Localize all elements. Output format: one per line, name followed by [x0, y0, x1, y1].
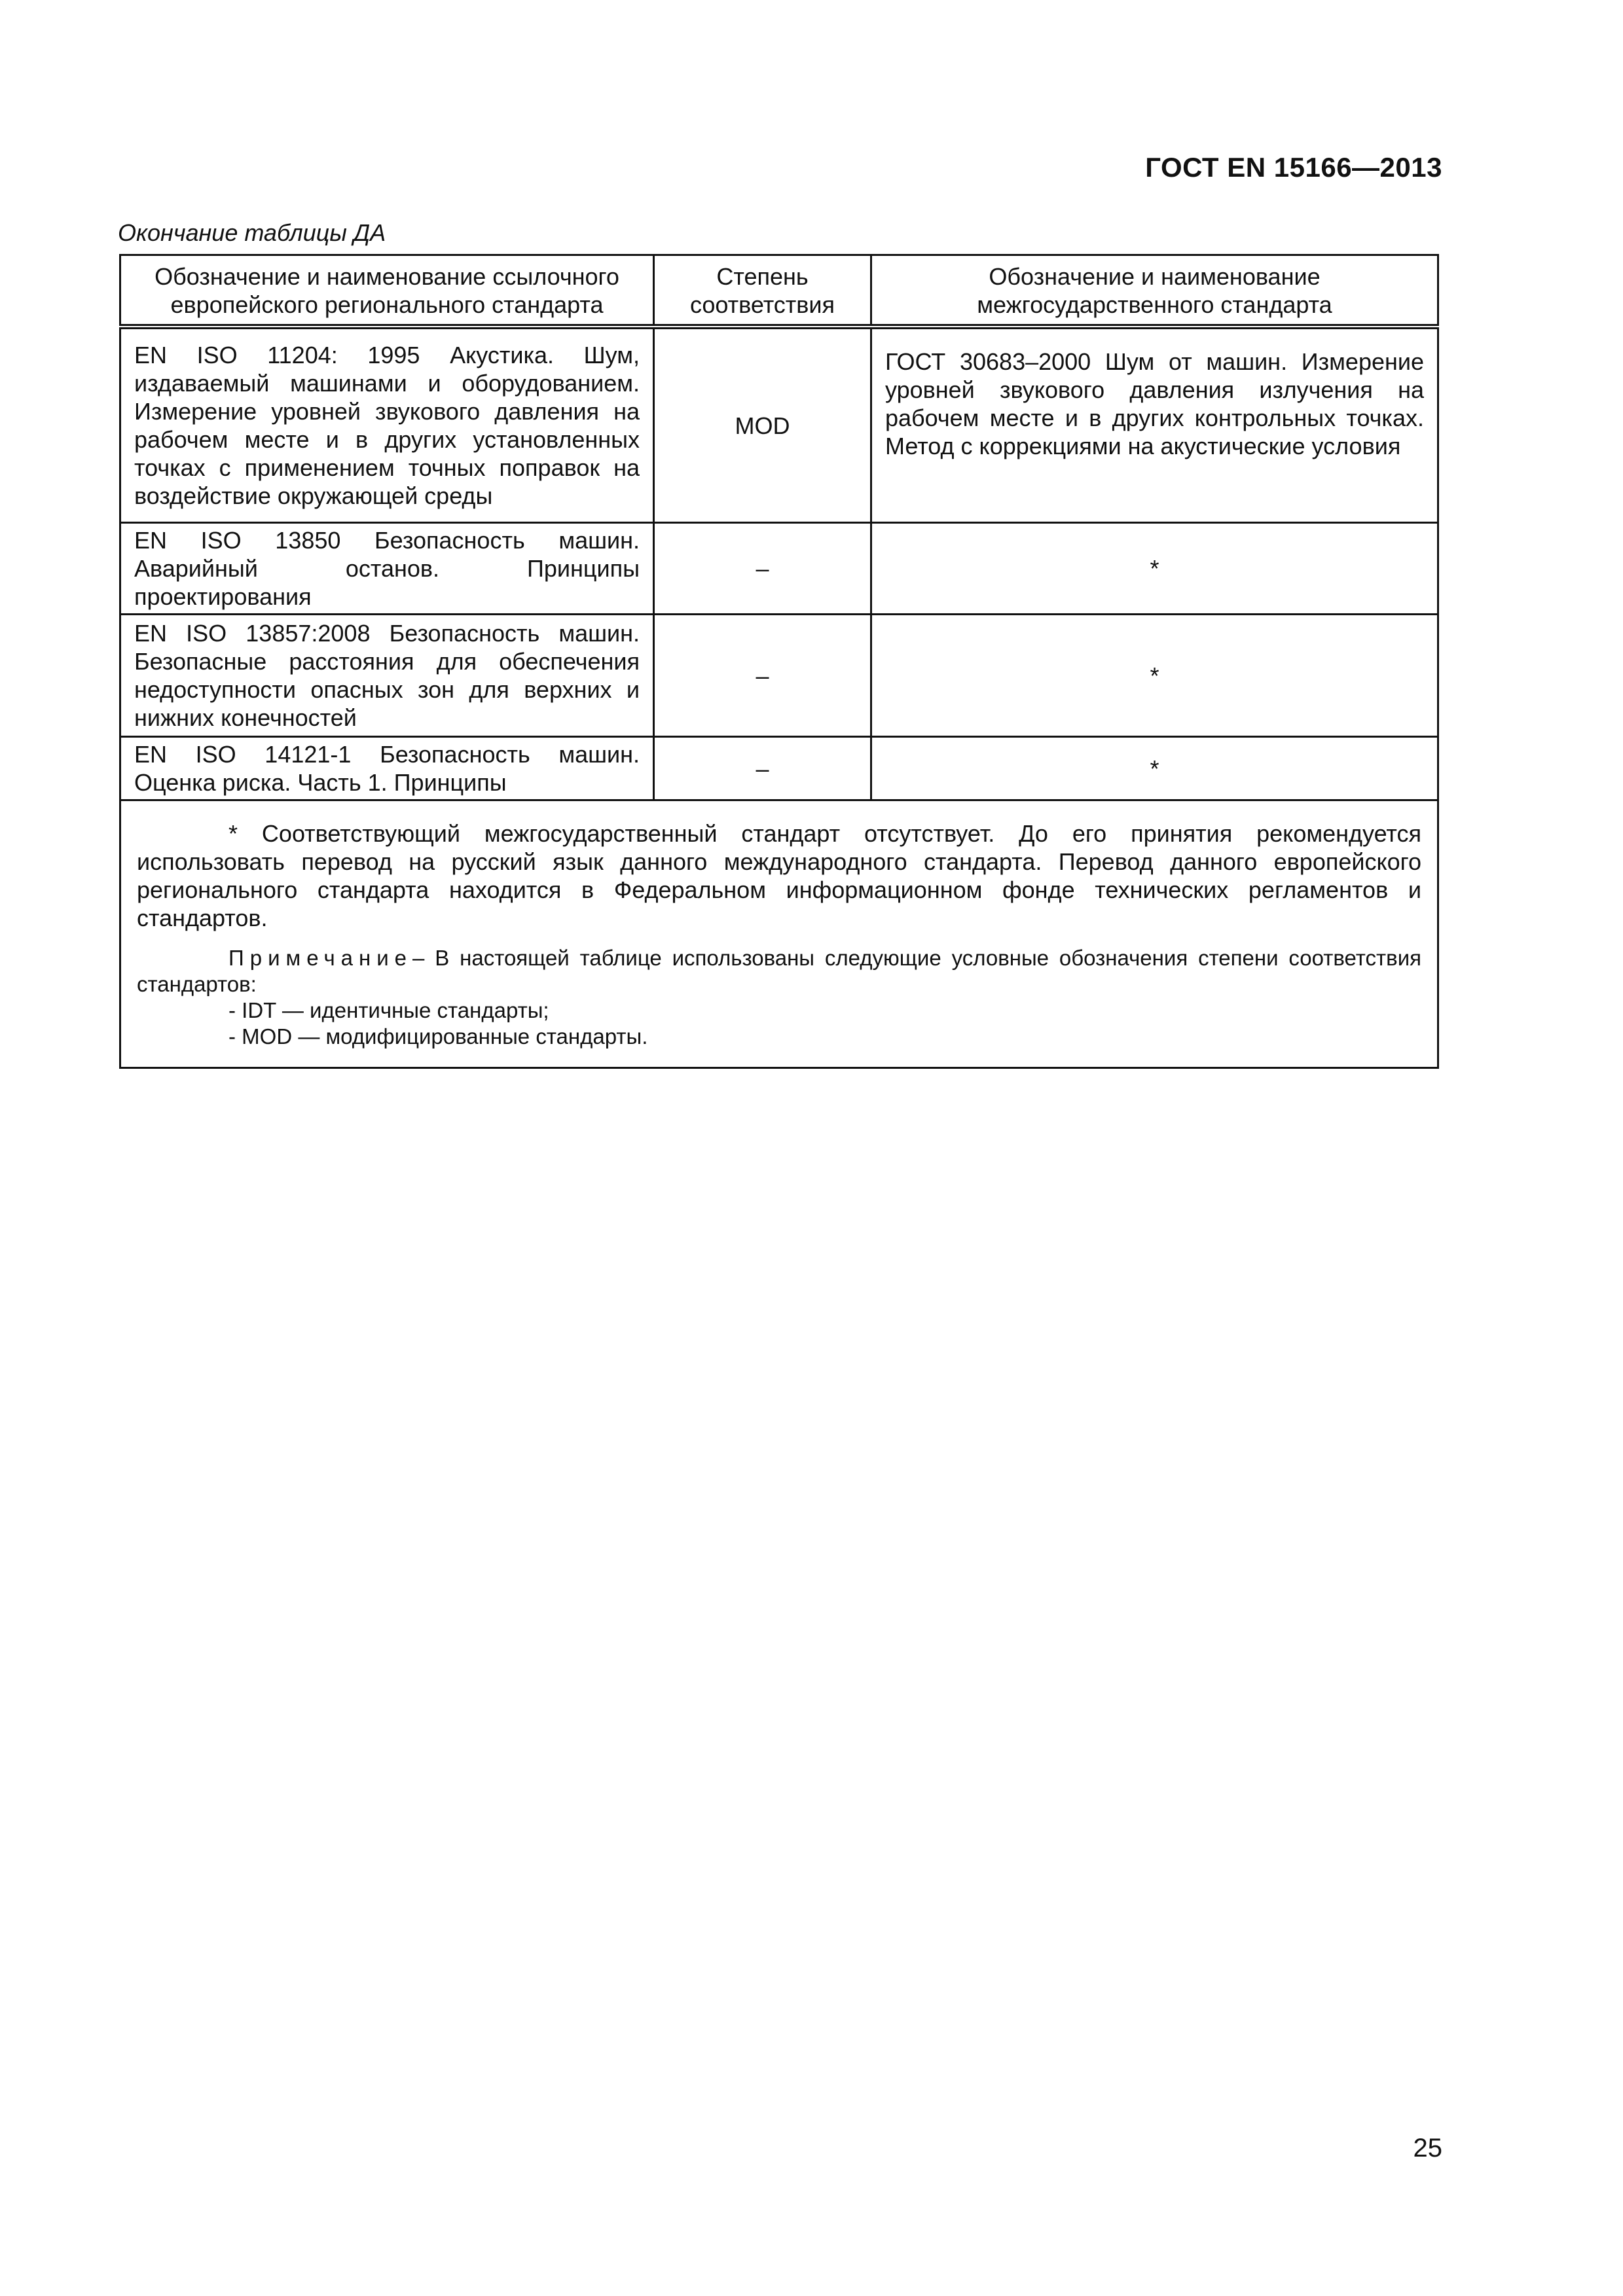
note-block — [137, 945, 1421, 1050]
source-standard-cell: EN ISO 11204: 1995 Акустика. Шум, издаваемый машинами и оборудованием. Измерение уровней звукового давления на рабочем месте и в других установленных точках с применением точных поправок на воздействие окружающей среды — [120, 327, 654, 523]
note-list-item: - MOD — модифицированные стандарты. — [228, 1024, 648, 1049]
note-label: Примечание — [228, 946, 413, 970]
column-header-source-standard: Обозначение и наименование ссылочного европейского регионального стандарта — [120, 255, 654, 327]
table-header-row — [120, 255, 1438, 327]
footnote-cell — [120, 800, 1438, 1068]
degree-cell: – — [654, 615, 871, 737]
source-standard-cell: EN ISO 13857:2008 Безопасность машин. Безопасные расстояния для обеспечения недоступности опасных зон для верхних и нижних конечностей — [120, 615, 654, 737]
table-row — [120, 327, 1438, 523]
page-number: 25 — [1413, 2134, 1442, 2162]
table-row — [120, 523, 1438, 615]
source-standard-cell: EN ISO 14121-1 Безопасность машин. Оценка риска. Часть 1. Принципы — [120, 737, 654, 800]
note-text: – В настоящей таблице использованы следующие условные обозначения степени соответствия стандартов: — [137, 946, 1421, 996]
degree-cell: – — [654, 737, 871, 800]
note-paragraph — [137, 945, 1421, 997]
table-caption: Окончание таблицы ДА — [118, 219, 386, 246]
table-row — [120, 737, 1438, 800]
table-footnote-row — [120, 800, 1438, 1068]
interstate-standard-cell: * — [871, 523, 1438, 615]
column-header-interstate-standard: Обозначение и наименование межгосударственного стандарта — [871, 255, 1438, 327]
source-standard-cell: EN ISO 13850 Безопасность машин. Аварийный останов. Принципы проектирования — [120, 523, 654, 615]
footnote-text: * Соответствующий межгосударственный стандарт отсутствует. До его принятия рекомендуется использовать перевод на русский язык данного международного стандарта. Перевод данного европейского регионального стандарта находится в Федеральном информационном фонде технических регламентов и стандартов. — [137, 820, 1421, 931]
note-list-item: - IDT — идентичные стандарты; — [228, 998, 549, 1022]
degree-cell: – — [654, 523, 871, 615]
standards-correspondence-table — [119, 254, 1439, 1069]
column-header-degree: Степень соответствия — [654, 255, 871, 327]
document-code-header: ГОСТ EN 15166—2013 — [1145, 152, 1442, 183]
interstate-standard-cell: * — [871, 737, 1438, 800]
interstate-standard-cell: * — [871, 615, 1438, 737]
interstate-standard-cell: ГОСТ 30683–2000 Шум от машин. Измерение уровней звукового давления излучения на рабочем месте и в других контрольных точках. Метод с коррекциями на акустические условия — [871, 327, 1438, 523]
degree-cell: MOD — [654, 327, 871, 523]
table-row — [120, 615, 1438, 737]
